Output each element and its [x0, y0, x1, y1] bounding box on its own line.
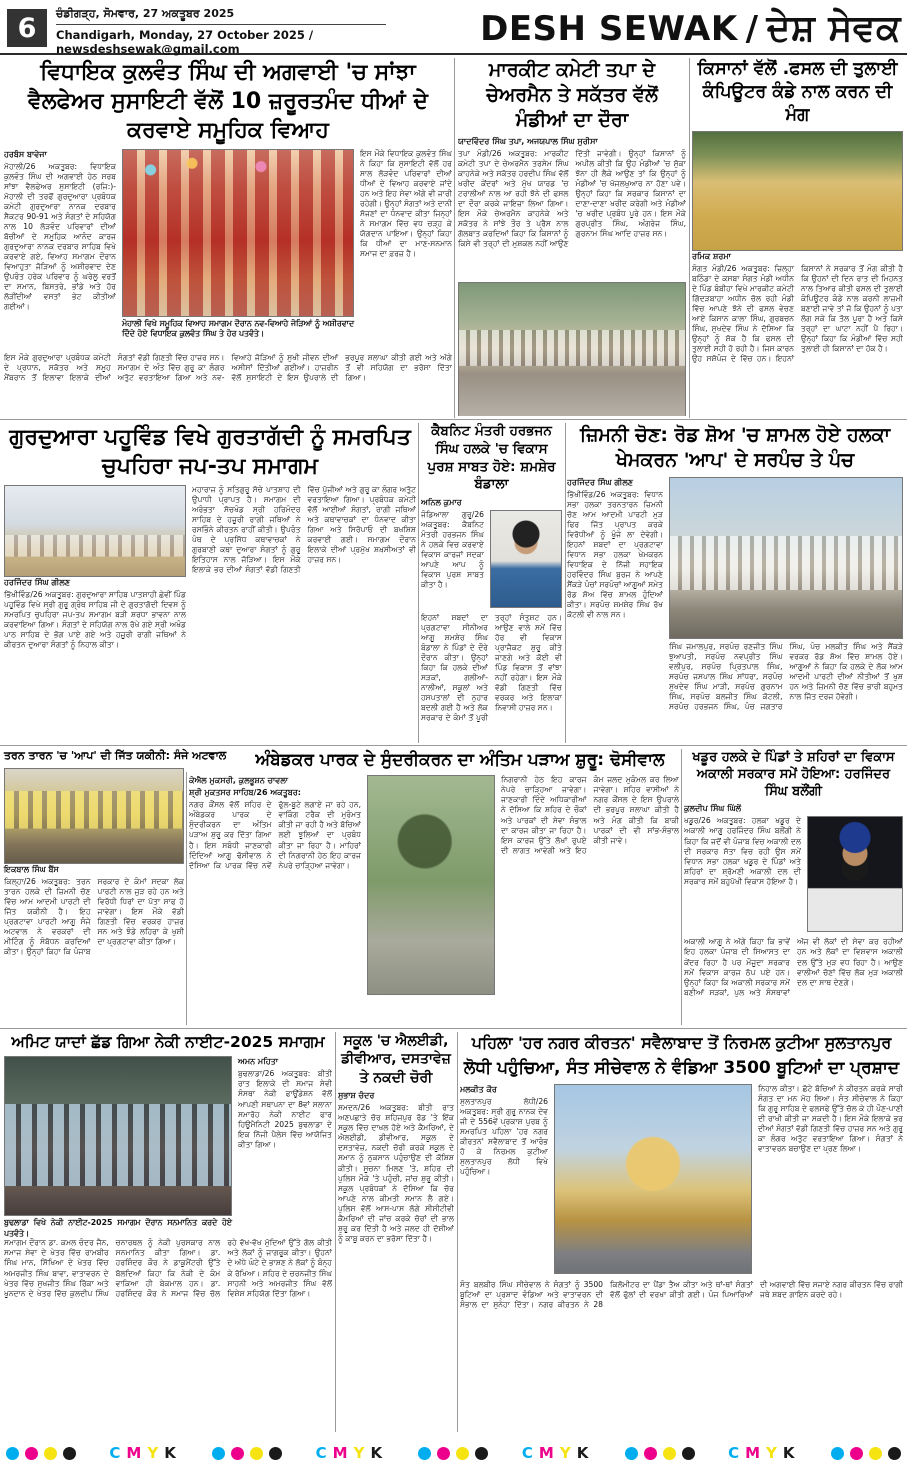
cmyk-label	[316, 1444, 385, 1462]
column-divider	[689, 58, 690, 418]
photo-caption: ਬੁਢਲਾਡਾ ਵਿਖੇ ਨੇਕੀ ਨਾਈਟ-2025 ਸਮਾਗਮ ਦੌਰਾਨ ਸਨਮਾਨਿਤ ਕਰਦੇ ਹੋਏ ਪਤਵੰਤੇ।	[4, 1218, 232, 1238]
cmyk-y: Y	[766, 1444, 780, 1462]
cyan-dot-icon	[831, 1447, 844, 1460]
column-divider	[186, 772, 187, 1025]
article-byline: ਰਮਿਕ ਸ਼ਰਮਾ	[692, 252, 731, 262]
article-body: ਖਡੂਰ/26 ਅਕਤੂਬਰ: ਹਲਕਾ ਖਡੂਰ ਦੇ ਅਕਾਲੀ ਆਗੂ ਹਰਜਿੰਦਰ ਸਿੰਘ ਬਲੌਂਗੀ ਨੇ ਕਿਹਾ ਕਿ ਜਦੋਂ ਵੀ ਪੰਜਾਬ ਵਿਚ ਅਕਾਲੀ ਦਲ ਦੀ ਸਰਕਾਰ ਸੱਤਾ ਵਿਚ ਰਹੀ ਉਸ ਸਮੇਂ ਵਿਧਾਨ ਸਭਾ ਹਲਕਾ ਖਡੂਰ ਦੇ ਪਿੰਡਾਂ ਅਤੇ ਸ਼ਹਿਰਾਂ ਦਾ ਸ਼੍ਰੋਮਣੀ ਅਕਾਲੀ ਦਲ ਦੀ ਸਰਕਾਰ ਸਮੇਂ ਬਹੁਪੱਖੀ ਵਿਕਾਸ ਹੋਇਆ ਹੈ।	[684, 816, 801, 886]
article-ambedkar-park	[189, 749, 679, 1025]
cmyk-label	[109, 1444, 178, 1462]
cyan-dot-icon	[625, 1447, 638, 1460]
article-farmers-weighing-demand	[692, 58, 903, 416]
cmyk-k: K	[782, 1444, 798, 1462]
registration-dots	[625, 1447, 695, 1460]
section-divider	[0, 419, 907, 420]
photo-caption: ਮੋਹਾਲੀ ਵਿਖੇ ਸਮੂਹਿਕ ਵਿਆਹ ਸਮਾਗਮ ਦੌਰਾਨ ਨਵ-ਵਿਆਹੇ ਜੋੜਿਆਂ ਨੂੰ ਅਸ਼ੀਰਵਾਦ ਦਿੰਦੇ ਹੋਏ ਵਿਧਾਇਕ ਕੁਲਵੰਤ ਸਿੰਘ ਤੇ ਹੋਰ ਪਤਵੰਤੇ।	[122, 319, 354, 339]
article-headline-line1: ਪਹਿਲਾ 'ਹਰ ਨਗਰ ਕੀਰਤਨ' ਸਵੈਲਾਬਾਦ ਤੋਂ ਨਿਰਮਲ ਕੁਟੀਆ ਸੁਲਤਾਨਪੁਰ	[471, 1033, 892, 1052]
column-divider	[565, 423, 566, 743]
page-number-badge: 6	[7, 9, 47, 47]
magenta-dot-icon	[850, 1447, 863, 1460]
cyan-dot-icon	[212, 1447, 225, 1460]
article-body: ਸੰਗਤ ਮੰਡੀ/26 ਅਕਤੂਬਰ: ਜ਼ਿਲ੍ਹਾ ਬਠਿੰਡਾ ਦੇ ਕਸਬਾ ਸੰਗਤ ਮੰਡੀ ਅਧੀਨ ਦੇ ਪਿੰਡ ਬੰਬੀਹਾ ਵਿਖੇ ਮਾਰਕੀਟ ਕਮੇਟੀ ਗਿੱਦੜਬਾਹਾ ਅਧੀਨ ਚੱਲ ਰਹੀ ਮੰਡੀ ਵਿੱਚ ਆਪਣੇ ਝੋਨੇ ਦੀ ਫਸਲ ਵੇਚਣ ਆਏ ਕਿਸਾਨ ਕਾਲਾ ਸਿੰਘ, ਗੁਰਬਚਨ ਸਿੰਘ, ਸੁਖਦੇਵ ਸਿੰਘ ਨੇ ਦੱਸਿਆ ਕਿ ਉਨ੍ਹਾਂ ਨੂੰ ਸ਼ੱਕ ਹੈ ਕਿ ਫਸਲ ਦੀ ਤੁਲਾਈ ਸਹੀ ਹੋ ਰਹੀ ਹੈ। ਜਿਸ ਕਾਰਨ ਉਹ ਸਸ਼ੋਪੰਜ ਦੇ ਵਿੱਚ ਹਨ। ਇਹਨਾਂ ਕਿਸਾਨਾਂ ਨੇ ਸਰਕਾਰ ਤੋਂ ਮੰਗ ਕੀਤੀ ਹੈ ਕਿ ਉਹਨਾਂ ਦੀ ਦਿਨ ਰਾਤ ਦੀ ਮਿਹਨਤ ਨਾਲ ਤਿਆਰ ਕੀਤੀ ਫਸਲ ਦੀ ਤੁਲਾਈ ਕੰਪਿਊਟਰ ਕੰਡੇ ਨਾਲ ਕਰਨੀ ਲਾਜ਼ਮੀ ਬਣਾਈ ਜਾਵੇ ਤਾਂ ਜੋ ਕਿ ਉਹਨਾਂ ਨੂੰ ਪਤਾ ਲੱਗ ਸਕੇ ਕਿ ਤੋਲ ਪੂਰਾ ਹੈ ਅਤੇ ਕਿਸੇ ਤਰ੍ਹਾਂ ਦਾ ਘਾਟਾ ਨਹੀਂ ਪੈ ਰਿਹਾ। ਉਨ੍ਹਾਂ ਕਿਹਾ ਕਿ ਮੰਡੀਆਂ ਵਿੱਚ ਸਹੀ ਤੁਲਾਈ ਹੀ ਕਿਸਾਨਾਂ ਦਾ ਹੱਕ ਹੈ।	[692, 264, 903, 364]
column-divider	[335, 1032, 336, 1432]
masthead-slash: /	[745, 9, 759, 49]
article-headline: ਗੁਰਦੁਆਰਾ ਪਹੂਵਿੰਡ ਵਿਖੇ ਗੁਰਤਾਗੱਦੀ ਨੂੰ ਸਮਰਪਿਤ ਚੁਪਹਿਰਾ ਜਪ-ਤਪ ਸਮਾਗਮ	[9, 425, 411, 480]
section-divider	[0, 1028, 907, 1029]
yellow-dot-icon	[456, 1447, 469, 1460]
cmyk-c: C	[109, 1444, 124, 1462]
article-nagar-kirtan	[460, 1032, 903, 1432]
cmyk-y: Y	[559, 1444, 574, 1462]
article-market-committee-tour	[458, 58, 686, 416]
cyan-dot-icon	[418, 1447, 431, 1460]
article-body: ਭਿੱਖੀਵਿੰਡ/26 ਅਕਤੂਬਰ: ਗੁਰਦੁਆਰਾ ਸਾਹਿਬ ਪਾਤਸ਼ਾਹੀ ਛੇਵੀਂ ਪਿੰਡ ਪਹੂਵਿੰਡ ਵਿਖੇ ਸ੍ਰੀ ਗੁਰੂ ਗ੍ਰੰਥ ਸਾਹਿਬ ਜੀ ਦੇ ਗੁਰਤਾਗੱਦੀ ਦਿਵਸ ਨੂੰ ਸਮਰਪਿਤ ਚੁਪਹਿਰਾ ਜਪ-ਤਪ ਸਮਾਗਮ ਬੜੀ ਸ਼ਰਧਾ ਭਾਵਨਾ ਨਾਲ ਕਰਵਾਇਆ ਗਿਆ। ਸੰਗਤਾਂ ਦੇ ਸਹਿਯੋਗ ਨਾਲ ਰੱਖੇ ਗਏ ਸ੍ਰੀ ਅਖੰਡ ਪਾਠ ਸਾਹਿਬ ਦੇ ਭੋਗ ਪਾਏ ਗਏ ਅਤੇ ਹਜ਼ੂਰੀ ਰਾਗੀ ਜਥਿਆਂ ਨੇ ਕੀਰਤਨ ਦੁਆਰਾ ਸੰਗਤਾਂ ਨੂੰ ਨਿਹਾਲ ਕੀਤਾ।	[4, 590, 186, 650]
masthead-english: DESH SEWAK	[480, 9, 738, 49]
article-body: ਸੰਤ ਬਲਬੀਰ ਸਿੰਘ ਸੀਚੇਵਾਲ ਨੇ ਸੰਗਤਾਂ ਨੂੰ 3500 ਬੂਟਿਆਂ ਦਾ ਪ੍ਰਸ਼ਾਦ ਵੰਡਿਆ ਅਤੇ ਵਾਤਾਵਰਨ ਦੀ ਸੰਭਾਲ ਦਾ ਸੁਨੇਹਾ ਦਿੱਤਾ। ਨਗਰ ਕੀਰਤਨ ਨੇ 28 ਕਿਲੋਮੀਟਰ ਦਾ ਪੈਂਡਾ ਤੈਅ ਕੀਤਾ ਅਤੇ ਥਾਂ-ਥਾਂ ਸੰਗਤਾਂ ਵੱਲੋਂ ਫੁੱਲਾਂ ਦੀ ਵਰਖਾ ਕੀਤੀ ਗਈ। ਪੰਜ ਪਿਆਰਿਆਂ ਦੀ ਅਗਵਾਈ ਵਿੱਚ ਸਜਾਏ ਨਗਰ ਕੀਰਤਨ ਵਿੱਚ ਰਾਗੀ ਜਥੇ ਸ਼ਬਦ ਗਾਇਨ ਕਰਦੇ ਰਹੇ।	[460, 1279, 903, 1309]
date-punjabi: ਚੰਡੀਗੜ੍ਹ, ਸੋਮਵਾਰ, 27 ਅਕਤੂਬਰ 2025	[56, 7, 386, 25]
black-dot-icon	[682, 1447, 695, 1460]
article-byline: ਸੁਭਾਸ਼ ਚੰਦਰ	[338, 1091, 375, 1101]
cmyk-label	[522, 1444, 591, 1462]
article-byline: ਹਰਬੰਸ ਬਾਵੇਜਾ	[4, 150, 47, 160]
magenta-dot-icon	[231, 1447, 244, 1460]
article-body: ਇਸ ਮੌਕੇ ਵਿਧਾਇਕ ਕੁਲਵੰਤ ਸਿੰਘ ਨੇ ਕਿਹਾ ਕਿ ਸੁਸਾਇਟੀ ਵੱਲੋਂ ਹਰ ਸਾਲ ਲੋੜਵੰਦ ਪਰਿਵਾਰਾਂ ਦੀਆਂ ਧੀਆਂ ਦੇ ਵਿਆਹ ਕਰਵਾਏ ਜਾਂਦੇ ਹਨ ਅਤੇ ਇਹ ਸੇਵਾ ਅੱਗੇ ਵੀ ਜਾਰੀ ਰਹੇਗੀ। ਉਨ੍ਹਾਂ ਸੰਗਤਾਂ ਅਤੇ ਦਾਨੀ ਸੱਜਣਾਂ ਦਾ ਧੰਨਵਾਦ ਕੀਤਾ ਜਿਨ੍ਹਾਂ ਨੇ ਸਮਾਗਮ ਵਿੱਚ ਵਧ ਚੜ੍ਹ ਕੇ ਯੋਗਦਾਨ ਪਾਇਆ। ਉਨ੍ਹਾਂ ਕਿਹਾ ਕਿ ਧੀਆਂ ਦਾ ਮਾਣ-ਸਨਮਾਨ ਸਮਾਜ ਦਾ ਫ਼ਰਜ਼ ਹੈ।	[360, 149, 452, 259]
magenta-dot-icon	[644, 1447, 657, 1460]
article-headline: ਅੰਬੇਡਕਰ ਪਾਰਕ ਦੇ ਸੁੰਦਰੀਕਰਨ ਦਾ ਅੰਤਿਮ ਪੜਾਅ ਸ਼ੁਰੂ: ਢੋਸੀਵਾਲ	[255, 750, 665, 770]
black-dot-icon	[63, 1447, 76, 1460]
article-headline: ਕੈਬਨਿਟ ਮੰਤਰੀ ਹਰਭਜਨ ਸਿੰਘ ਹਲਕੇ 'ਚ ਵਿਕਾਸ ਪੁਰਸ਼ ਸਾਬਤ ਹੋਏ: ਸ਼ਮਸ਼ੇਰ ਬੰਡਾਲਾ	[427, 423, 556, 493]
article-body: ਸਿੰਘ ਜਮਾਲਪੁਰ, ਸਰਪੰਚ ਰਣਜੀਤ ਸਿੰਘ ਝੁਆਪਤੀ, ਸਰਪੰਚ ਨਵਪ੍ਰੀਤ ਸਿੰਘ ਵਲੀਪੁਰ, ਸਰਪੰਚ ਪ੍ਰਿਤਪਾਲ ਸਿੰਘ, ਸਰਪੰਚ ਜਸਪਾਲ ਸਿੰਘ ਸਾਂਧਰਾ, ਸਰਪੰਚ ਸੁਖਦੇਵ ਸਿੰਘ ਮਾੜੀ, ਸਰਪੰਚ ਗੁਰਨਾਮ ਸਿੰਘ, ਸਰਪੰਚ ਬਲਜੀਤ ਸਿੰਘ ਕੋਟਲੀ, ਸਰਪੰਚ ਹਰਭਜਨ ਸਿੰਘ, ਪੰਚ ਜਗਤਾਰ ਸਿੰਘ, ਪੰਚ ਮਲਕੀਤ ਸਿੰਘ ਅਤੇ ਸੈਂਕੜੇ ਵਰਕਰ ਰੋਡ ਸ਼ੋਅ ਵਿੱਚ ਸ਼ਾਮਲ ਹੋਏ। ਆਗੂਆਂ ਨੇ ਕਿਹਾ ਕਿ ਹਲਕੇ ਦੇ ਲੋਕ ਆਮ ਆਦਮੀ ਪਾਰਟੀ ਦੀਆਂ ਨੀਤੀਆਂ ਤੋਂ ਖੁਸ਼ ਹਨ ਅਤੇ ਜ਼ਿਮਨੀ ਚੋਣ ਵਿੱਚ ਭਾਰੀ ਬਹੁਮਤ ਨਾਲ ਜਿੱਤ ਦਰਜ ਹੋਵੇਗੀ।	[669, 642, 903, 712]
roadshow-group-photo	[669, 477, 903, 639]
article-byline: ਅਮਨ ਮਹਿਤਾ	[238, 1057, 279, 1067]
yellow-dot-icon	[869, 1447, 882, 1460]
gurdwara-event-photo	[4, 485, 186, 577]
nagar-kirtan-photo	[554, 1084, 752, 1274]
black-dot-icon	[475, 1447, 488, 1460]
yellow-dot-icon	[250, 1447, 263, 1460]
article-headline: ਸਕੂਲ 'ਚ ਐਲਈਡੀ, ਡੀਵੀਆਰ, ਦਸਤਾਵੇਜ਼ ਤੇ ਨਕਦੀ ਚੋਰੀ	[341, 1033, 451, 1086]
article-body: ਨਿਹਾਲ ਕੀਤਾ। ਛੋਟੇ ਬੱਚਿਆਂ ਨੇ ਕੀਰਤਨ ਕਰਕੇ ਸਾਰੀ ਸੰਗਤ ਦਾ ਮਨ ਮੋਹ ਲਿਆ। ਸੰਤ ਸੀਚੇਵਾਲ ਨੇ ਕਿਹਾ ਕਿ ਗੁਰੂ ਸਾਹਿਬ ਦੇ ਫਲਸਫੇ ਉੱਤੇ ਚੱਲ ਕੇ ਹੀ ਪੌਣ-ਪਾਣੀ ਦੀ ਰਾਖੀ ਕੀਤੀ ਜਾ ਸਕਦੀ ਹੈ। ਇਸ ਮੌਕੇ ਇਲਾਕੇ ਭਰ ਦੀਆਂ ਸੰਗਤਾਂ ਵੱਡੀ ਗਿਣਤੀ ਵਿੱਚ ਹਾਜ਼ਰ ਸਨ ਅਤੇ ਗੁਰੂ ਕਾ ਲੰਗਰ ਅਤੁੱਟ ਵਰਤਾਇਆ ਗਿਆ। ਸੰਗਤਾਂ ਨੇ ਵਾਤਾਵਰਨ ਬਚਾਉਣ ਦਾ ਪ੍ਰਣ ਲਿਆ।	[758, 1083, 903, 1153]
article-khadoor-akali	[684, 749, 903, 1025]
registration-dots	[831, 1447, 901, 1460]
article-bypoll-roadshow	[567, 423, 903, 741]
article-byline: ਮਲਕੀਤ ਕੌਰ	[460, 1084, 497, 1094]
aap-crowd-photo	[4, 768, 184, 864]
article-headline: ਅਮਿਟ ਯਾਦਾਂ ਛੱਡ ਗਿਆ ਨੇਕੀ ਨਾਈਟ-2025 ਸਮਾਗਮ	[11, 1033, 325, 1051]
article-body: ਇਸ ਮੌਕੇ ਗੁਰਦੁਆਰਾ ਪ੍ਰਬੰਧਕ ਕਮੇਟੀ ਦੇ ਪ੍ਰਧਾਨ, ਸਕੱਤਰ ਅਤੇ ਸਮੂਹ ਮੈਂਬਰਾਨ ਤੋਂ ਇਲਾਵਾ ਇਲਾਕੇ ਦੀਆਂ ਸੰਗਤਾਂ ਵੱਡੀ ਗਿਣਤੀ ਵਿੱਚ ਹਾਜ਼ਰ ਸਨ। ਸਮਾਗਮ ਦੇ ਅੰਤ ਵਿੱਚ ਗੁਰੂ ਕਾ ਲੰਗਰ ਅਤੁੱਟ ਵਰਤਾਇਆ ਗਿਆ ਅਤੇ ਨਵ-ਵਿਆਹੇ ਜੋੜਿਆਂ ਨੂੰ ਸੁਖੀ ਜੀਵਨ ਦੀਆਂ ਅਸੀਸਾਂ ਦਿੱਤੀਆਂ ਗਈਆਂ। ਹਾਜ਼ਰੀਨ ਵੱਲੋਂ ਸੁਸਾਇਟੀ ਦੇ ਇਸ ਉਪਰਾਲੇ ਦੀ ਭਰਪੂਰ ਸ਼ਲਾਘਾ ਕੀਤੀ ਗਈ ਅਤੇ ਅੱਗੇ ਤੋਂ ਵੀ ਸਹਿਯੋਗ ਦਾ ਭਰੋਸਾ ਦਿੱਤਾ ਗਿਆ।	[4, 353, 452, 383]
mandi-tour-photo	[458, 282, 686, 416]
mass-wedding-photo	[122, 149, 354, 317]
article-body: ਅਕਾਲੀ ਆਗੂ ਨੇ ਅੱਗੇ ਕਿਹਾ ਕਿ ਭਾਵੇਂ ਇਹ ਹਲਕਾ ਪੰਜਾਬ ਦੀ ਸਿਆਸਤ ਦਾ ਕੇਂਦਰ ਰਿਹਾ ਹੈ ਪਰ ਮੌਜੂਦਾ ਸਰਕਾਰ ਸਮੇਂ ਵਿਕਾਸ ਕਾਰਜ ਠੱਪ ਪਏ ਹਨ। ਉਨ੍ਹਾਂ ਕਿਹਾ ਕਿ ਅਕਾਲੀ ਸਰਕਾਰ ਸਮੇਂ ਬਣੀਆਂ ਸੜਕਾਂ, ਪੁਲ ਅਤੇ ਸੰਸਥਾਵਾਂ ਅੱਜ ਵੀ ਲੋਕਾਂ ਦੀ ਸੇਵਾ ਕਰ ਰਹੀਆਂ ਹਨ ਅਤੇ ਲੋਕਾਂ ਦਾ ਵਿਸ਼ਵਾਸ ਅਕਾਲੀ ਦਲ ਉੱਤੇ ਮੁੜ ਵਧ ਰਿਹਾ ਹੈ। ਆਉਣ ਵਾਲੀਆਂ ਚੋਣਾਂ ਵਿੱਚ ਲੋਕ ਮੁੜ ਅਕਾਲੀ ਦਲ ਦਾ ਸਾਥ ਦੇਣਗੇ।	[684, 937, 903, 997]
article-neki-night	[4, 1032, 332, 1432]
article-byline: ਕੇਐਲ ਮੁਕਸਰੀ, ਕੁਲਭੂਸ਼ਨ ਚਾਵਲਾ	[189, 776, 289, 786]
article-headline: ਜ਼ਿਮਨੀ ਚੋਣ: ਰੋਡ ਸ਼ੋਅ 'ਚ ਸ਼ਾਮਲ ਹੋਏ ਹਲਕਾ ਖੇਮਕਰਨ 'ਆਪ' ਦੇ ਸਰਪੰਚ ਤੇ ਪੰਚ	[579, 424, 891, 472]
dateline-block	[56, 7, 386, 56]
article-body: ਕਿਲ੍ਹਾ/26 ਅਕਤੂਬਰ: ਤਰਨ ਤਾਰਨ ਹਲਕੇ ਦੀ ਜ਼ਿਮਨੀ ਚੋਣ ਵਿੱਚ ਆਮ ਆਦਮੀ ਪਾਰਟੀ ਦੀ ਜਿੱਤ ਯਕੀਨੀ ਹੈ। ਇਹ ਪ੍ਰਗਟਾਵਾ ਪਾਰਟੀ ਆਗੂ ਸੰਜੇ ਅਟਵਾਲ ਨੇ ਵਰਕਰਾਂ ਦੀ ਮੀਟਿੰਗ ਨੂੰ ਸੰਬੋਧਨ ਕਰਦਿਆਂ ਕੀਤਾ। ਉਨ੍ਹਾਂ ਕਿਹਾ ਕਿ ਪੰਜਾਬ ਸਰਕਾਰ ਦੇ ਕੰਮਾਂ ਸਦਕਾ ਲੋਕ ਪਾਰਟੀ ਨਾਲ ਜੁੜ ਰਹੇ ਹਨ ਅਤੇ ਵਿਰੋਧੀ ਧਿਰਾਂ ਦਾ ਪੱਤਾ ਸਾਫ ਹੋ ਜਾਵੇਗਾ। ਇਸ ਮੌਕੇ ਵੱਡੀ ਗਿਣਤੀ ਵਿੱਚ ਵਰਕਰ ਹਾਜ਼ਰ ਸਨ ਅਤੇ ਝੰਡੇ ਲਹਿਰਾ ਕੇ ਖੁਸ਼ੀ ਦਾ ਪ੍ਰਗਟਾਵਾ ਕੀਤਾ ਗਿਆ।	[4, 876, 184, 956]
print-registration-footer	[0, 1438, 907, 1468]
grain-market-photo	[692, 131, 903, 251]
black-dot-icon	[888, 1447, 901, 1460]
article-headline: ਤਰਨ ਤਾਰਨ 'ਚ 'ਆਪ' ਦੀ ਜਿੱਤ ਯਕੀਨੀ: ਸੰਜੇ ਅਟਵਾਲ	[4, 749, 240, 764]
black-dot-icon	[269, 1447, 282, 1460]
cmyk-y: Y	[353, 1444, 368, 1462]
registration-dots	[418, 1447, 488, 1460]
article-headline-line2: ਲੋਧੀ ਪਹੁੰਚਿਆ, ਸੰਤ ਸੀਚੇਵਾਲ ਨੇ ਵੰਡਿਆ 3500 ਬੂਟਿਆਂ ਦਾ ਪ੍ਰਸ਼ਾਦ	[463, 1058, 900, 1079]
article-body: ਭਿੱਖੀਵਿੰਡ/26 ਅਕਤੂਬਰ: ਵਿਧਾਨ ਸਭਾ ਹਲਕਾ ਤਰਨਤਾਰਨ ਜ਼ਿਮਨੀ ਚੋਣ ਆਮ ਆਦਮੀ ਪਾਰਟੀ ਮੁੜ ਫਿਰ ਜਿੱਤ ਪ੍ਰਾਪਤ ਕਰਕੇ ਵਿਰੋਧੀਆਂ ਨੂੰ ਖੂੰਜੇ ਲਾ ਦੇਵੇਗੀ। ਇਹਨਾਂ ਸ਼ਬਦਾਂ ਦਾ ਪ੍ਰਗਟਾਵਾ ਵਿਧਾਨ ਸਭਾ ਹਲਕਾ ਖੇਮਕਰਨ ਵਿਧਾਇਕ ਦੇ ਨਿੱਜੀ ਸਹਾਇਕ ਹਰਵਿੰਦਰ ਸਿੰਘ ਬੁਰਜ ਨੇ ਆਪਣੇ ਸੈਂਕੜੇ ਪੰਚਾਂ ਸਰਪੰਚਾਂ ਆਗੂਆਂ ਸਮੇਤ ਰੋਡ ਸ਼ੋਅ ਵਿੱਚ ਸ਼ਾਮਲ ਹੁੰਦਿਆਂ ਕੀਤਾ। ਸਰਪੰਚ ਸ਼ਮਸ਼ੇਰ ਸਿੰਘ ਰੱਖ ਕੋਟਲੀ ਵੀ ਨਾਲ ਸਨ।	[567, 490, 663, 620]
cmyk-m: M	[332, 1444, 351, 1462]
cyan-dot-icon	[6, 1447, 19, 1460]
article-body: ਨਗਰ ਕੌਂਸਲ ਵੱਲੋਂ ਸ਼ਹਿਰ ਦੇ ਅੰਬੇਡਕਰ ਪਾਰਕ ਦੇ ਸੁੰਦਰੀਕਰਨ ਦਾ ਅੰਤਿਮ ਪੜਾਅ ਸ਼ੁਰੂ ਕਰ ਦਿੱਤਾ ਗਿਆ ਹੈ। ਇਸ ਸਬੰਧੀ ਜਾਣਕਾਰੀ ਦਿੰਦਿਆਂ ਆਗੂ ਢੋਸੀਵਾਲ ਨੇ ਦੱਸਿਆ ਕਿ ਪਾਰਕ ਵਿੱਚ ਨਵੇਂ ਫੁੱਲ-ਬੂਟੇ ਲਗਾਏ ਜਾ ਰਹੇ ਹਨ, ਵਾਕਿੰਗ ਟਰੈਕ ਦੀ ਮੁਰੰਮਤ ਕੀਤੀ ਜਾ ਰਹੀ ਹੈ ਅਤੇ ਬੱਚਿਆਂ ਲਈ ਝੂਲਿਆਂ ਦਾ ਪ੍ਰਬੰਧ ਕੀਤਾ ਜਾ ਰਿਹਾ ਹੈ। ਮਾਹਿਰਾਂ ਦੀ ਨਿਗਰਾਨੀ ਹੇਠ ਇਹ ਕਾਰਜ ਨੇਪਰੇ ਚਾੜ੍ਹਿਆ ਜਾਵੇਗਾ।	[189, 800, 361, 870]
article-body: ਜੰਡਿਆਲਾ ਗੁਰੂ/26 ਅਕਤੂਬਰ: ਕੈਬਨਿਟ ਮੰਤਰੀ ਹਰਭਜਨ ਸਿੰਘ ਨੇ ਹਲਕੇ ਵਿਚ ਕਰਵਾਏ ਵਿਕਾਸ ਕਾਰਜਾਂ ਸਦਕਾ ਆਪਣੇ ਆਪ ਨੂੰ ਵਿਕਾਸ ਪੁਰਸ਼ ਸਾਬਤ ਕੀਤਾ ਹੈ।	[421, 510, 484, 590]
harjinder-balongi-portrait	[807, 816, 903, 932]
page-header	[0, 0, 907, 55]
cmyk-c: C	[728, 1444, 743, 1462]
article-school-theft	[338, 1032, 454, 1432]
cmyk-k: K	[576, 1444, 592, 1462]
park-beautification-photo	[367, 775, 495, 995]
column-divider	[418, 423, 419, 743]
article-headline: ਮਾਰਕੀਟ ਕਮੇਟੀ ਤਪਾ ਦੇ ਚੇਅਰਮੈਨ ਤੇ ਸਕੱਤਰ ਵੱਲੋਂ ਮੰਡੀਆਂ ਦਾ ਦੌਰਾ	[486, 59, 658, 132]
cmyk-y: Y	[147, 1444, 162, 1462]
magenta-dot-icon	[437, 1447, 450, 1460]
article-byline: ਯਾਦਵਿੰਦਰ ਸਿੰਘ ਤਪਾ, ਅਜਯਪਾਲ ਸਿੰਘ ਸੁਰੀਸਾ	[458, 137, 598, 147]
article-cabinet-minister-vikas	[421, 423, 562, 741]
magenta-dot-icon	[25, 1447, 38, 1460]
yellow-dot-icon	[663, 1447, 676, 1460]
article-body: ਤਪਾ ਮੰਡੀ/26 ਅਕਤੂਬਰ: ਮਾਰਕੀਟ ਕਮੇਟੀ ਤਪਾ ਦੇ ਚੇਅਰਮੈਨ ਤਰਸੇਮ ਸਿੰਘ ਕਾਹਨੇਕੇ ਅਤੇ ਸਕੱਤਰ ਹਰਦੀਪ ਸਿੰਘ ਵੱਲੋਂ ਖਰੀਦ ਕੇਂਦਰਾਂ ਅਤੇ ਮੁੱਖ ਯਾਰਡ 'ਚ ਟਰਾਲੀਆਂ ਨਾਲ ਆ ਰਹੀ ਝੋਨੇ ਦੀ ਫਸਲ ਦਾ ਦੌਰਾ ਕਰਕੇ ਜਾਇਜ਼ਾ ਲਿਆ ਗਿਆ। ਇਸ ਮੌਕੇ ਚੇਅਰਮੈਨ ਕਾਹਨੇਕੇ ਅਤੇ ਸਕੱਤਰ ਨੇ ਸਾਂਝੇ ਤੌਰ ਤੇ ਪ੍ਰੈਸ ਨਾਲ ਗੱਲਬਾਤ ਕਰਦਿਆਂ ਕਿਹਾ ਕਿ ਕਿਸਾਨਾਂ ਨੂੰ ਕਿਸੇ ਵੀ ਤਰ੍ਹਾਂ ਦੀ ਮੁਸ਼ਕਲ ਨਹੀਂ ਆਉਣ ਦਿੱਤੀ ਜਾਵੇਗੀ। ਉਨ੍ਹਾਂ ਕਿਸਾਨਾਂ ਨੂੰ ਅਪੀਲ ਕੀਤੀ ਕਿ ਉਹ ਮੰਡੀਆਂ 'ਚ ਸੁੱਕਾ ਝੋਨਾ ਹੀ ਲੈਕੇ ਆਉਣ ਤਾਂ ਕਿ ਉਨ੍ਹਾਂ ਨੂੰ ਮੰਡੀਆਂ 'ਚ ਖੱਜਲਖੁਆਰ ਨਾ ਹੋਣਾ ਪਵੇ। ਉਨ੍ਹਾਂ ਕਿਹਾ ਕਿ ਸਰਕਾਰ ਕਿਸਾਨਾਂ ਦਾ ਦਾਣਾ-ਦਾਣਾ ਖਰੀਦ ਕਰੇਗੀ ਅਤੇ ਮੰਡੀਆਂ 'ਚ ਖਰੀਦ ਪ੍ਰਬੰਧ ਪੂਰੇ ਹਨ। ਇਸ ਮੌਕੇ ਗੁਰਪ੍ਰੀਤ ਸਿੰਘ, ਅੰਗਰੇਜ ਸਿੰਘ, ਗੁਰਨਾਮ ਸਿੰਘ ਆਦਿ ਹਾਜ਼ਰ ਸਨ।	[458, 149, 686, 249]
article-gurdwara-pahuwind	[4, 423, 416, 741]
neki-night-stage-photo	[4, 1056, 232, 1216]
column-divider	[454, 58, 455, 418]
date-english: Chandigarh, Monday, 27 October 2025 / newsdeshsewak@gmail.com	[56, 28, 314, 56]
article-body: ਸੁਲਤਾਨਪੁਰ ਲੋਧੀ/26 ਅਕਤੂਬਰ: ਸ੍ਰੀ ਗੁਰੂ ਨਾਨਕ ਦੇਵ ਜੀ ਦੇ 556ਵੇਂ ਪ੍ਰਕਾਸ਼ ਪੁਰਬ ਨੂੰ ਸਮਰਪਿਤ ਪਹਿਲਾ 'ਹਰ ਨਗਰ ਕੀਰਤਨ' ਸਵੈਲਾਬਾਦ ਤੋਂ ਆਰੰਭ ਹੋ ਕੇ ਨਿਰਮਲ ਕੁਟੀਆ ਸੁਲਤਾਨਪੁਰ ਲੋਧੀ ਵਿਖੇ ਪਹੁੰਚਿਆ।	[460, 1096, 548, 1176]
article-body: ਬੁਢਲਾਡਾ/26 ਅਕਤੂਬਰ: ਬੀਤੀ ਰਾਤ ਇਲਾਕੇ ਦੀ ਸਮਾਜ ਸੇਵੀ ਸੰਸਥਾ ਨੇਕੀ ਫਾਊਂਡੇਸ਼ਨ ਵੱਲੋਂ ਆਪਣੀ ਸਥਾਪਨਾ ਦਾ 8ਵਾਂ ਸਲਾਨਾ ਸਮਾਰੋਹ ਨੇਕੀ ਨਾਈਟ ਫਾਰ ਹਿਊਮੈਨਿਟੀ 2025 ਬੁਢਲਾਡਾ ਦੇ ਇਕ ਨਿੱਜੀ ਪੈਲੇਸ ਵਿੱਚ ਆਯੋਜਿਤ ਕੀਤਾ ਗਿਆ।	[238, 1069, 332, 1149]
masthead	[480, 8, 901, 50]
article-byline: ਇਕਬਾਲ ਸਿੰਘ ਬੈਂਸ	[4, 864, 59, 874]
cmyk-c: C	[521, 1444, 536, 1462]
article-body: ਸਮਾਗਮ ਦੌਰਾਨ ਡਾ. ਕਮਲ ਚੰਦਰ ਜੈਨ, ਸਮਾਜ ਸੇਵਾ ਦੇ ਖੇਤਰ ਵਿੱਚ ਰਾਮਬੀਰ ਸਿੰਘ ਮਾਨ, ਸਿੱਖਿਆ ਦੇ ਖੇਤਰ ਵਿੱਚ ਅਮਰਜੀਤ ਸਿੰਘ ਬਾਵਾ, ਵਾਤਾਵਰਨ ਦੇ ਖੇਤਰ ਵਿੱਚ ਸੁਖਜੀਤ ਸਿੰਘ ਰਿੱਕਾ ਅਤੇ ਖੂਨਦਾਨ ਦੇ ਖੇਤਰ ਵਿੱਚ ਕੁਲਦੀਪ ਸਿੰਘ ਚਨਾਰਥਲ ਨੂੰ ਨੇਕੀ ਪੁਰਸਕਾਰ ਨਾਲ ਸਨਮਾਨਿਤ ਕੀਤਾ ਗਿਆ। ਡਾ. ਹਰਸ਼ਿੰਦਰ ਕੌਰ ਨੇ ਡਾਕੂਮੈਂਟਰੀ ਉੱਤੇ ਬੋਲਦਿਆਂ ਕਿਹਾ ਕਿ ਨੇਕੀ ਦੇ ਕੰਮ ਵਾਕਿਆ ਹੀ ਬੇਕਮਾਲ ਹਨ। ਡਾ. ਹਰਸ਼ਿੰਦਰ ਕੌਰ ਨੇ ਸਮਾਜ ਵਿੱਚ ਚੱਲ ਰਹੇ ਵੱਖ-ਵੱਖ ਮੁੱਦਿਆਂ ਉੱਤੇ ਗੱਲ ਕੀਤੀ ਅਤੇ ਲੋਕਾਂ ਨੂੰ ਜਾਗਰੂਕ ਕੀਤਾ। ਉਹਨਾਂ ਦੇ ਅੱਧੇ ਘੰਟੇ ਦੇ ਭਾਸ਼ਣ ਨੇ ਲੋਕਾਂ ਨੂੰ ਬੰਨ੍ਹ ਕੇ ਰੱਖਿਆ। ਸ਼ਹਿਰ ਦੇ ਚਰਨਜੀਤ ਸਿੰਘ ਸਾਹਨੀ ਅਤੇ ਅਮਰਜੀਤ ਸਿੰਘ ਵੱਲੋਂ ਵਿਸ਼ੇਸ਼ ਸਹਿਯੋਗ ਦਿੱਤਾ ਗਿਆ।	[4, 1238, 332, 1298]
article-mass-weddings	[4, 58, 452, 416]
cmyk-c: C	[315, 1444, 330, 1462]
registration-dots	[212, 1447, 282, 1460]
article-headline: ਵਿਧਾਇਕ ਕੁਲਵੰਤ ਸਿੰਘ ਦੀ ਅਗਵਾਈ 'ਚ ਸਾਂਝਾ ਵੈਲਫੇਅਰ ਸੁਸਾਇਟੀ ਵੱਲੋਂ 10 ਜ਼ਰੂਰਤਮੰਦ ਧੀਆਂ ਦੇ ਕਰਵਾਏ ਸਮੂਹਿਕ ਵਿਆਹ	[27, 60, 428, 144]
cmyk-k: K	[164, 1444, 179, 1462]
column-divider	[681, 749, 682, 1025]
article-byline: ਹਰਜਿੰਦਰ ਸਿੰਘ ਗੀਲਣ	[4, 578, 70, 588]
masthead-punjabi: ਦੇਸ਼ ਸੇਵਕ	[766, 8, 901, 49]
cmyk-m: M	[538, 1444, 557, 1462]
yellow-dot-icon	[44, 1447, 57, 1460]
article-tarn-taran-aap	[4, 749, 227, 1025]
article-body: ਨਿਗਰਾਨੀ ਹੇਠ ਇਹ ਕਾਰਜ ਨੇਪਰੇ ਚਾੜ੍ਹਿਆ ਜਾਵੇਗਾ। ਜਾਣਕਾਰੀ ਦਿੰਦੇ ਅਧਿਕਾਰੀਆਂ ਨੇ ਦੱਸਿਆ ਕਿ ਸ਼ਹਿਰ ਦੇ ਚੌਕਾਂ ਅਤੇ ਪਾਰਕਾਂ ਦੀ ਸੇਵਾ ਸੰਭਾਲ ਦਾ ਕਾਰਜ ਕੀਤਾ ਜਾ ਰਿਹਾ ਹੈ। ਇਸ ਕਾਰਜ ਉੱਤੇ ਲੱਖਾਂ ਰੁਪਏ ਦੀ ਲਾਗਤ ਆਵੇਗੀ ਅਤੇ ਇਹ ਕੰਮ ਜਲਦ ਮੁਕੰਮਲ ਕਰ ਲਿਆ ਜਾਵੇਗਾ। ਸ਼ਹਿਰ ਵਾਸੀਆਂ ਨੇ ਨਗਰ ਕੌਂਸਲ ਦੇ ਇਸ ਉਪਰਾਲੇ ਦੀ ਭਰਪੂਰ ਸ਼ਲਾਘਾ ਕੀਤੀ ਹੈ ਅਤੇ ਮੰਗ ਕੀਤੀ ਕਿ ਬਾਕੀ ਪਾਰਕਾਂ ਦੀ ਵੀ ਸਾਂਭ-ਸੰਭਾਲ ਕੀਤੀ ਜਾਵੇ।	[501, 775, 679, 855]
article-headline: ਕਿਸਾਨਾਂ ਵੱਲੋਂ .ਫਸਲ ਦੀ ਤੁਲਾਈ ਕੰਪਿਊਟਰ ਕੰਡੇ ਨਾਲ ਕਰਨ ਦੀ ਮੰਗ	[697, 59, 898, 126]
cmyk-m: M	[126, 1444, 145, 1462]
registration-dots	[6, 1447, 76, 1460]
article-body: ਮੋਹਾਲੀ/26 ਅਕਤੂਬਰ: ਵਿਧਾਇਕ ਕੁਲਵੰਤ ਸਿੰਘ ਦੀ ਅਗਵਾਈ ਹੇਠ ਸਰਬ ਸਾਂਝਾ ਵੈਲਫੇਅਰ ਸੁਸਾਇਟੀ (ਰਜਿ:)-ਮੋਹਾਲੀ ਦੀ ਤਰਫੋਂ ਗੁਰਦੁਆਰਾ ਪ੍ਰਬੰਧਕ ਕਮੇਟੀ ਗੁਰਦੁਆਰਾ ਨਾਨਕ ਦਰਬਾਰ ਸੈਕਟਰ 90-91 ਅਤੇ ਸੰਗਤਾਂ ਦੇ ਸਹਿਯੋਗ ਨਾਲ 10 ਲੋੜਵੰਦ ਪਰਿਵਾਰਾਂ ਦੀਆਂ ਬੱਚੀਆਂ ਦੇ ਸਮੂਹਿਕ ਆਨੰਦ ਕਾਰਜ ਗੁਰਦੁਆਰਾ ਨਾਨਕ ਦਰਬਾਰ ਸਾਹਿਬ ਵਿਖੇ ਕਰਵਾਏ ਗਏ, ਵਿਆਹ ਸਮਾਗਮ ਦੌਰਾਨ ਵਿਆਹੁਤਾ ਜੋੜਿਆਂ ਨੂੰ ਅਸ਼ੀਰਵਾਦ ਦੇਣ ਉਪਰੰਤ ਹਰੇਕ ਪਰਿਵਾਰ ਨੂੰ ਘਰੇਲੂ ਵਰਤੋਂ ਦਾ ਸਮਾਨ, ਬਿਸਤਰੇ, ਭਾਂਡੇ ਅਤੇ ਹੋਰ ਲੋੜੀਂਦੀਆਂ ਵਸਤਾਂ ਭੇਟ ਕੀਤੀਆਂ ਗਈਆਂ।	[4, 162, 116, 312]
article-byline: ਅਨਿਲ ਕੁਮਾਰ	[421, 498, 462, 508]
cmyk-label	[728, 1444, 797, 1462]
shamsher-bandala-portrait	[490, 510, 562, 608]
section-divider	[0, 745, 907, 746]
article-body: ਇਹਨਾਂ ਸ਼ਬਦਾਂ ਦਾ ਪ੍ਰਗਟਾਵਾ ਸੀਨੀਅਰ ਆਗੂ ਸ਼ਮਸ਼ੇਰ ਸਿੰਘ ਬੰਡਾਲਾ ਨੇ ਪਿੰਡਾਂ ਦੇ ਦੌਰੇ ਦੌਰਾਨ ਕੀਤਾ। ਉਨ੍ਹਾਂ ਕਿਹਾ ਕਿ ਹਲਕੇ ਦੀਆਂ ਸੜਕਾਂ, ਗਲੀਆਂ-ਨਾਲੀਆਂ, ਸਕੂਲਾਂ ਅਤੇ ਹਸਪਤਾਲਾਂ ਦੀ ਨੁਹਾਰ ਬਦਲੀ ਗਈ ਹੈ ਅਤੇ ਲੋਕ ਸਰਕਾਰ ਦੇ ਕੰਮਾਂ ਤੋਂ ਪੂਰੀ ਤਰ੍ਹਾਂ ਸੰਤੁਸ਼ਟ ਹਨ। ਆਉਣ ਵਾਲੇ ਸਮੇਂ ਵਿੱਚ ਹੋਰ ਵੀ ਵਿਕਾਸ ਪ੍ਰਾਜੈਕਟ ਸ਼ੁਰੂ ਕੀਤੇ ਜਾਣਗੇ ਅਤੇ ਕੋਈ ਵੀ ਪਿੰਡ ਵਿਕਾਸ ਤੋਂ ਵਾਂਝਾ ਨਹੀਂ ਰਹੇਗਾ। ਇਸ ਮੌਕੇ ਵੱਡੀ ਗਿਣਤੀ ਵਿੱਚ ਵਰਕਰ ਅਤੇ ਇਲਾਕਾ ਨਿਵਾਸੀ ਹਾਜ਼ਰ ਸਨ।	[421, 613, 562, 723]
article-dateline: ਸ਼੍ਰੀ ਮੁਕਤਸਰ ਸਾਹਿਬ/26 ਅਕਤੂਬਰ:	[189, 788, 301, 798]
article-body: ਸਮਦਨ/26 ਅਕਤੂਬਰ: ਬੀਤੀ ਰਾਤ ਅਣਪਛਾਤੇ ਚੋਰ ਸ਼ਹਿਜਪੁਰ ਰੋਡ 'ਤੇ ਇੱਕ ਸਕੂਲ ਵਿੱਚ ਦਾਖਲ ਹੋਏ ਅਤੇ ਕੈਮਰਿਆਂ, ਦੇ ਐਲਈਡੀ, ਡੀਵੀਆਰ, ਸਕੂਲ ਦੇ ਦਸਤਾਵੇਜ਼, ਨਕਦੀ ਚੋਰੀ ਕਰਕੇ ਸਕੂਲ ਦੇ ਸਮਾਨ ਨੂੰ ਨੁਕਸਾਨ ਪਹੁੰਚਾਉਣ ਦੀ ਕੋਸ਼ਿਸ਼ ਕੀਤੀ। ਸੂਚਨਾ ਮਿਲਣ 'ਤੇ, ਸ਼ਹਿਰ ਦੀ ਪੁਲਿਸ ਮੌਕੇ 'ਤੇ ਪਹੁੰਚੀ, ਜਾਂਚ ਸ਼ੁਰੂ ਕੀਤੀ। ਸਕੂਲ ਪ੍ਰਬੰਧਕਾਂ ਨੇ ਦੱਸਿਆ ਕਿ ਚੋਰ ਆਪਣੇ ਨਾਲ ਕੀਮਤੀ ਸਮਾਨ ਲੈ ਗਏ। ਪੁਲਿਸ ਵੱਲੋਂ ਆਸ-ਪਾਸ ਲੱਗੇ ਸੀਸੀਟੀਵੀ ਕੈਮਰਿਆਂ ਦੀ ਜਾਂਚ ਕਰਕੇ ਚੋਰਾਂ ਦੀ ਭਾਲ ਸ਼ੁਰੂ ਕਰ ਦਿੱਤੀ ਹੈ ਅਤੇ ਜਲਦ ਹੀ ਦੋਸ਼ੀਆਂ ਨੂੰ ਕਾਬੂ ਕਰਨ ਦਾ ਭਰੋਸਾ ਦਿੱਤਾ ਹੈ।	[338, 1103, 454, 1243]
article-body: ਮਹਾਰਾਜ ਨੂੰ ਸਤਿਗੁਰੂ ਸੱਚੇ ਪਾਤਸ਼ਾਹ ਦੀ ਉਪਾਧੀ ਪ੍ਰਾਪਤ ਹੈ। ਸਮਾਗਮ ਦੀ ਅਰੰਭਤਾ ਸੱਚਖੰਡ ਸ੍ਰੀ ਹਰਿਮੰਦਰ ਸਾਹਿਬ ਦੇ ਹਜ਼ੂਰੀ ਰਾਗੀ ਜਥਿਆਂ ਨੇ ਰਸਭਿੰਨੇ ਕੀਰਤਨ ਰਾਹੀਂ ਕੀਤੀ। ਉਪਰੰਤ ਪੰਥ ਦੇ ਪ੍ਰਸਿੱਧ ਕਥਾਵਾਚਕਾਂ ਨੇ ਗੁਰਬਾਣੀ ਕਥਾ ਦੁਆਰਾ ਸੰਗਤਾਂ ਨੂੰ ਗੁਰੂ ਇਤਿਹਾਸ ਨਾਲ ਜੋੜਿਆ। ਇਸ ਮੌਕੇ ਇਲਾਕੇ ਭਰ ਦੀਆਂ ਸੰਗਤਾਂ ਵੱਡੀ ਗਿਣਤੀ ਵਿੱਚ ਪੁੱਜੀਆਂ ਅਤੇ ਗੁਰੂ ਕਾ ਲੰਗਰ ਅਤੁੱਟ ਵਰਤਾਇਆ ਗਿਆ। ਪ੍ਰਬੰਧਕ ਕਮੇਟੀ ਵੱਲੋਂ ਆਈਆਂ ਸੰਗਤਾਂ, ਰਾਗੀ ਜਥਿਆਂ ਅਤੇ ਕਥਾਵਾਚਕਾਂ ਦਾ ਧੰਨਵਾਦ ਕੀਤਾ ਗਿਆ ਅਤੇ ਸਿਰੋਪਾਓ ਦੀ ਬਖਸ਼ਿਸ਼ ਕਰਵਾਈ ਗਈ। ਸਮਾਗਮ ਦੌਰਾਨ ਇਲਾਕੇ ਦੀਆਂ ਪ੍ਰਮੁੱਖ ਸ਼ਖ਼ਸੀਅਤਾਂ ਵੀ ਹਾਜ਼ਰ ਸਨ।	[192, 485, 416, 575]
cmyk-m: M	[745, 1444, 764, 1462]
article-byline: ਹਰਜਿੰਦਰ ਸਿੰਘ ਗੀਲਣ	[567, 478, 633, 488]
cmyk-k: K	[370, 1444, 386, 1462]
article-byline: ਕੁਲਦੀਪ ਸਿੰਘ ਘਿੱਲੋਂ	[684, 804, 742, 814]
article-headline: ਖਡੂਰ ਹਲਕੇ ਦੇ ਪਿੰਡਾਂ ਤੇ ਸ਼ਹਿਰਾਂ ਦਾ ਵਿਕਾਸ ਅਕਾਲੀ ਸਰਕਾਰ ਸਮੇਂ ਹੋਇਆ: ਹਰਜਿੰਦਰ ਸਿੰਘ ਬਲੌਂਗੀ	[692, 750, 895, 800]
column-divider	[457, 1032, 458, 1432]
